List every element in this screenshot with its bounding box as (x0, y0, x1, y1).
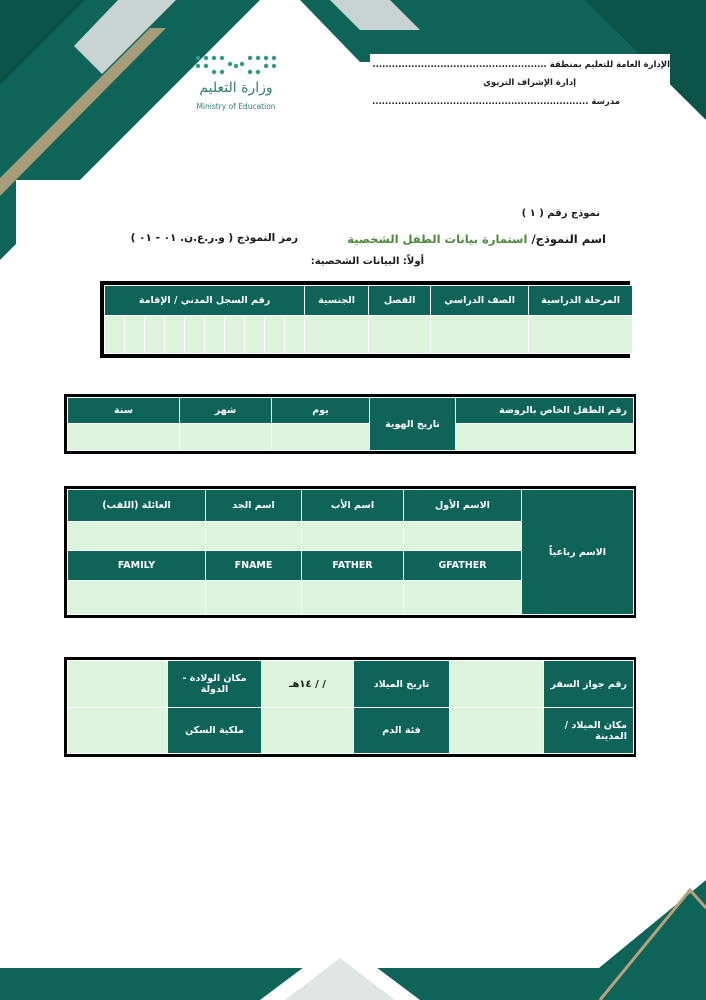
header-grandfather-name: اسم الجد (206, 490, 302, 522)
ministry-logo (188, 52, 284, 122)
school-info-table (104, 285, 633, 354)
header-line-region: الإدارة العامة للتعليم بمنطقة ...................................................... (372, 60, 670, 70)
section-title: أولاً: البيانات الشخصية: (310, 256, 424, 267)
header-family-name: العائلة (اللقب) (68, 490, 206, 522)
header-year: سنة (68, 398, 180, 424)
cell-class[interactable] (369, 316, 431, 354)
cell-fname-en[interactable] (206, 581, 302, 615)
form-name-label: اسم النموذج/ (531, 232, 606, 246)
cell-stage[interactable] (529, 316, 633, 354)
header-info (370, 54, 670, 112)
cell-birth-date[interactable]: / / ١٤هـ (262, 661, 354, 708)
cell-month[interactable] (180, 424, 272, 451)
header-first-name: الاسم الأول (404, 490, 522, 522)
cell-nationality[interactable] (305, 316, 369, 354)
header-child-number: رقم الطفل الخاص بالروضة (456, 398, 634, 424)
header-id-date: تاريخ الهوية (370, 398, 456, 451)
header-father-name: اسم الأب (302, 490, 404, 522)
header-grade: الصف الدراسي (431, 286, 529, 316)
cell-father-name[interactable] (302, 522, 404, 551)
id-date-table (67, 397, 634, 451)
header-fname-en: FNAME (206, 551, 302, 581)
cell-id-digit[interactable] (265, 316, 285, 354)
cell-father-en[interactable] (302, 581, 404, 615)
cell-id-digit[interactable] (125, 316, 145, 354)
cell-birthplace-city[interactable] (450, 708, 544, 754)
cell-family-name[interactable] (68, 522, 206, 551)
cell-id-digit[interactable] (225, 316, 245, 354)
header-birthplace-city: مكان الميلاد / المدينة (544, 708, 634, 754)
logo-english-text: Ministry of Education (196, 102, 276, 111)
cell-first-name[interactable] (404, 522, 522, 551)
cell-child-number[interactable] (456, 424, 634, 451)
header-id-number: رقم السجل المدني / الإقامة (105, 286, 305, 316)
header-month: شهر (180, 398, 272, 424)
cell-id-digit[interactable] (145, 316, 165, 354)
cell-day[interactable] (272, 424, 370, 451)
header-housing: ملكية السكن (168, 708, 262, 754)
header-birth-date: تاريخ الميلاد (354, 661, 450, 708)
header-day: يوم (272, 398, 370, 424)
header-blood-type: فئة الدم (354, 708, 450, 754)
cell-grade[interactable] (431, 316, 529, 354)
cell-id-digit[interactable] (105, 316, 125, 354)
header-full-name: الاسم رباعياً (522, 490, 634, 615)
form-code: رمز النموذج ( و.ر.ع.ن. ٠١ - ٠١ ) (130, 232, 298, 244)
cell-id-digit[interactable] (165, 316, 185, 354)
cell-housing[interactable] (68, 708, 168, 754)
header-family-en: FAMILY (68, 551, 206, 581)
cell-grandfather-name[interactable] (206, 522, 302, 551)
header-nationality: الجنسية (305, 286, 369, 316)
full-name-table (67, 489, 634, 615)
logo-arabic-text: وزارة التعليم (199, 80, 273, 96)
cell-birthplace-country[interactable] (68, 661, 168, 708)
cell-id-digit[interactable] (205, 316, 225, 354)
birth-info-table (67, 660, 634, 754)
header-line-school: مدرسة ................................................................... (372, 97, 620, 107)
header-birthplace-country: مكان الولادة - الدولة (168, 661, 262, 708)
form-number: نموذج رقم ( ١ ) (521, 208, 600, 219)
cell-gfather-en[interactable] (404, 581, 522, 615)
cell-id-digit[interactable] (185, 316, 205, 354)
header-gfather-en: GFATHER (404, 551, 522, 581)
cell-passport[interactable] (450, 661, 544, 708)
cell-id-digit[interactable] (285, 316, 305, 354)
cell-blood-type[interactable] (262, 708, 354, 754)
cell-id-digit[interactable] (245, 316, 265, 354)
header-passport: رقم جواز السفر (544, 661, 634, 708)
form-name-value: استمارة بيانات الطفل الشخصية (347, 232, 528, 246)
header-class: الفصل (369, 286, 431, 316)
header-stage: المرحلة الدراسية (529, 286, 633, 316)
form-name (347, 232, 606, 246)
header-father-en: FATHER (302, 551, 404, 581)
logo-dots-icon (192, 52, 280, 76)
cell-year[interactable] (68, 424, 180, 451)
header-line-supervision: إدارة الإشراف التربوي (483, 78, 576, 88)
cell-family-en[interactable] (68, 581, 206, 615)
